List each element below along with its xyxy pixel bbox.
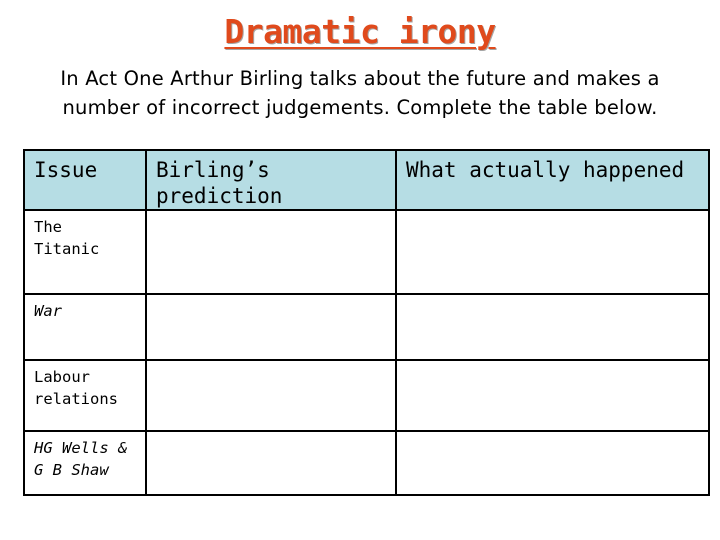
actual-cell[interactable]	[396, 360, 709, 431]
header-issue: Issue	[24, 150, 146, 210]
prediction-cell[interactable]	[146, 360, 396, 431]
table-header-row	[24, 150, 709, 210]
issue-cell: Labour relations	[24, 360, 146, 431]
actual-cell[interactable]	[396, 294, 709, 360]
issue-cell: War	[24, 294, 146, 360]
header-actual: What actually happened	[396, 150, 709, 210]
instructions-text: In Act One Arthur Birling talks about the future and makes a number of incorrect judgements. Complete the table below.	[60, 67, 660, 119]
header-prediction: Birling’s prediction	[146, 150, 396, 210]
actual-cell[interactable]	[396, 431, 709, 495]
prediction-cell[interactable]	[146, 431, 396, 495]
issue-cell: The Titanic	[24, 210, 146, 294]
table-row	[24, 360, 709, 431]
table-row	[24, 431, 709, 495]
issue-cell: HG Wells & G B Shaw	[24, 431, 146, 495]
irony-table	[23, 149, 710, 496]
actual-cell[interactable]	[396, 210, 709, 294]
page-title: Dramatic irony	[224, 12, 496, 51]
table-row	[24, 294, 709, 360]
prediction-cell[interactable]	[146, 294, 396, 360]
prediction-cell[interactable]	[146, 210, 396, 294]
table-row	[24, 210, 709, 294]
